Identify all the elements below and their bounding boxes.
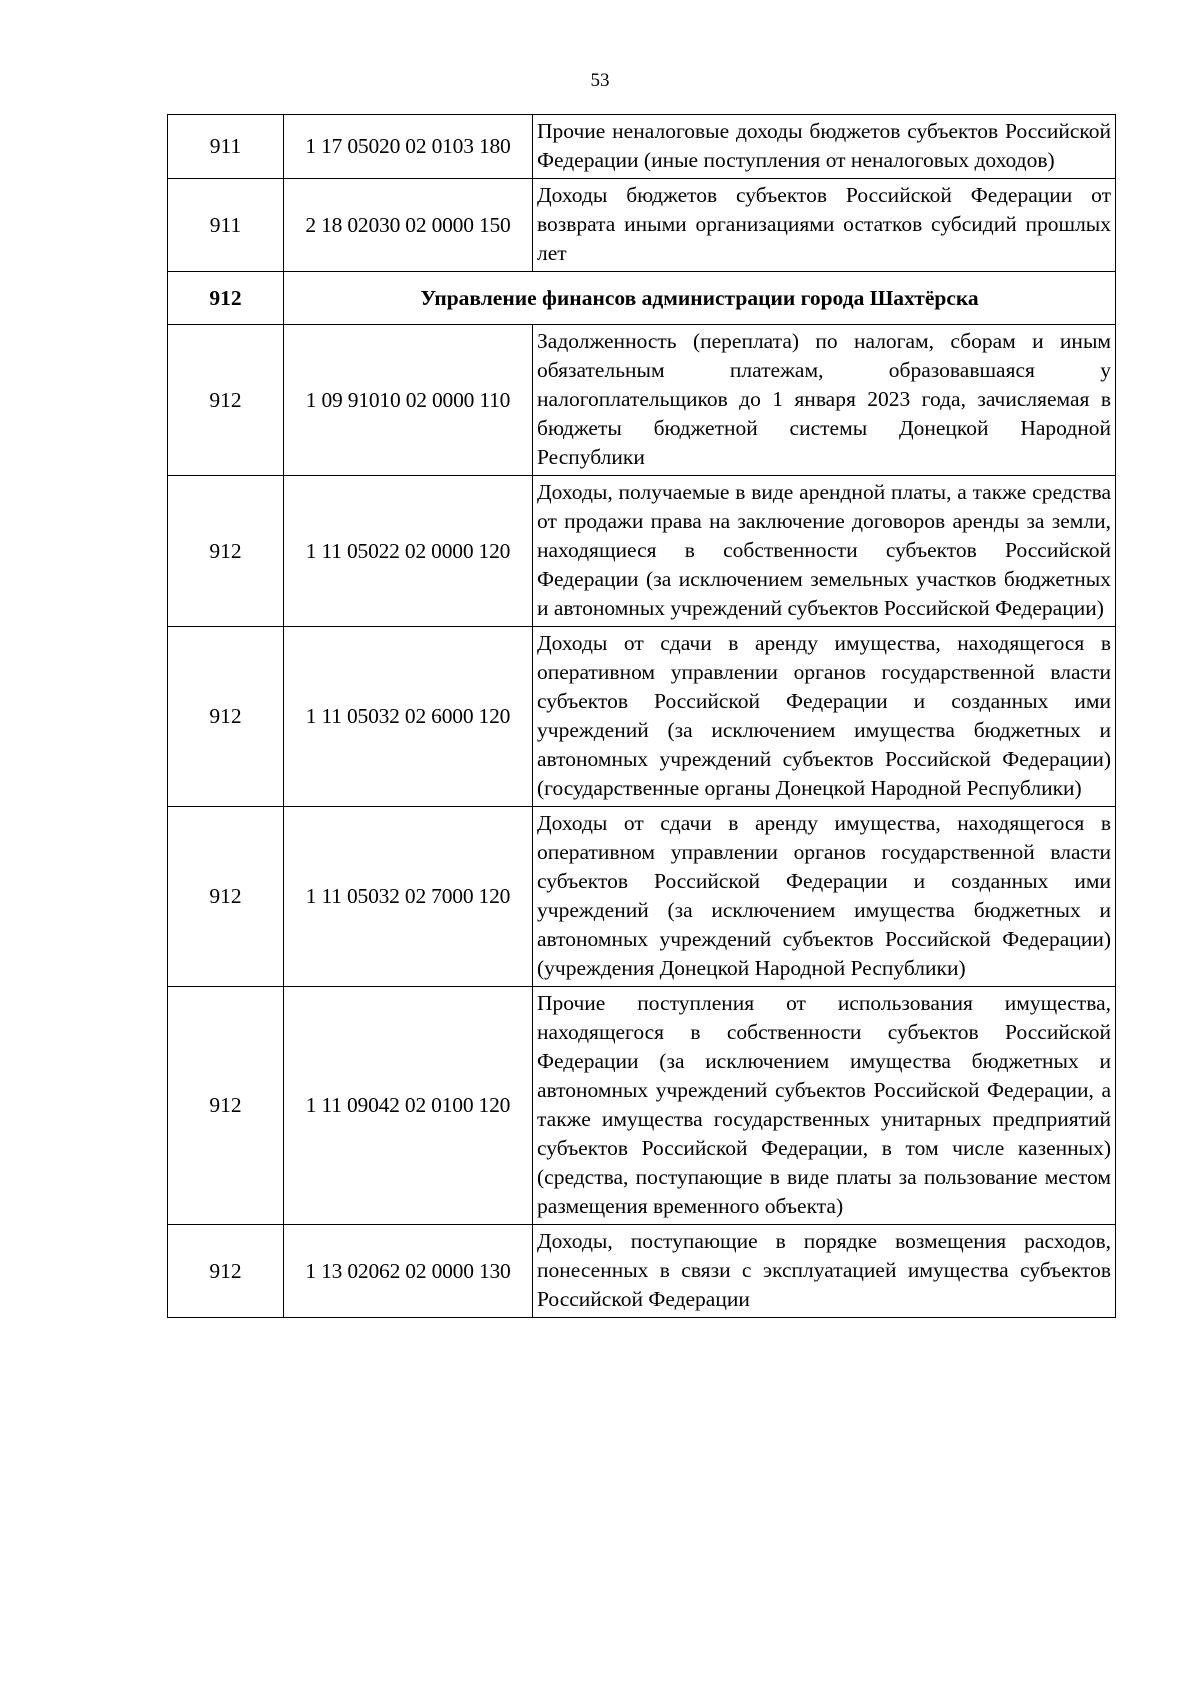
description-cell: Доходы, получаемые в виде арендной платы, а также средства от продажи права на заключение договоров аренды за земли, находящиеся в собственности субъектов Российской Федерации (за исключением земельных участков бюджетных и автономных учреждений субъектов Российской Федерации) <box>533 476 1116 627</box>
description-cell: Доходы от сдачи в аренду имущества, находящегося в оперативном управлении органов государственной власти субъектов Российской Федерации и созданных ими учреждений (за исключением имущества бюджетных и автономных учреждений субъектов Российской Федерации) (государственные органы Донецкой Народной Республики) <box>533 627 1116 807</box>
revenue-code-cell: 1 11 05022 02 0000 120 <box>284 476 533 627</box>
description-cell: Доходы от сдачи в аренду имущества, находящегося в оперативном управлении органов государственной власти субъектов Российской Федерации и созданных ими учреждений (за исключением имущества бюджетных и автономных учреждений субъектов Российской Федерации) (учреждения Донецкой Народной Республики) <box>533 807 1116 987</box>
admin-code-cell: 911 <box>168 115 284 179</box>
description-cell: Доходы бюджетов субъектов Российской Федерации от возврата иными организациями остатков субсидий прошлых лет <box>533 179 1116 272</box>
revenue-code-cell: 1 13 02062 02 0000 130 <box>284 1225 533 1318</box>
administrator-group-row <box>168 272 1116 325</box>
revenue-code-cell: 1 11 05032 02 6000 120 <box>284 627 533 807</box>
admin-code-cell: 912 <box>168 807 284 987</box>
description-cell: Задолженность (переплата) по налогам, сборам и иным обязательным платежам, образовавшаяся у налогоплательщиков до 1 января 2023 года, зачисляемая в бюджеты бюджетной системы Донецкой Народной Республики <box>533 325 1116 476</box>
admin-code-cell: 912 <box>168 1225 284 1318</box>
admin-code-cell: 912 <box>168 325 284 476</box>
revenue-code-cell: 1 11 09042 02 0100 120 <box>284 987 533 1225</box>
table-row <box>168 476 1116 627</box>
table-row <box>168 115 1116 179</box>
table-row <box>168 325 1116 476</box>
table-row <box>168 1225 1116 1318</box>
admin-code-cell: 912 <box>168 987 284 1225</box>
table-row <box>168 987 1116 1225</box>
admin-code-cell: 912 <box>168 476 284 627</box>
description-cell: Доходы, поступающие в порядке возмещения расходов, понесенных в связи с эксплуатацией имущества субъектов Российской Федерации <box>533 1225 1116 1318</box>
page-number: 53 <box>590 70 610 91</box>
revenue-code-cell: 1 09 91010 02 0000 110 <box>284 325 533 476</box>
table-row <box>168 807 1116 987</box>
revenue-code-cell: 1 17 05020 02 0103 180 <box>284 115 533 179</box>
admin-code-cell: 911 <box>168 179 284 272</box>
table-row <box>168 179 1116 272</box>
revenue-code-cell: 1 11 05032 02 7000 120 <box>284 807 533 987</box>
administrator-title-cell: Управление финансов администрации города Шахтёрска <box>284 272 1116 325</box>
description-cell: Прочие неналоговые доходы бюджетов субъектов Российской Федерации (иные поступления от неналоговых доходов) <box>533 115 1116 179</box>
revenue-code-cell: 2 18 02030 02 0000 150 <box>284 179 533 272</box>
admin-code-cell: 912 <box>168 627 284 807</box>
admin-code-cell: 912 <box>168 272 284 325</box>
revenue-codes-table <box>167 114 1116 1318</box>
table-row <box>168 627 1116 807</box>
description-cell: Прочие поступления от использования имущества, находящегося в собственности субъектов Российской Федерации (за исключением имущества бюджетных и автономных учреждений субъектов Российской Федерации, а также имущества государственных унитарных предприятий субъектов Российской Федерации, в том числе казенных) (средства, поступающие в виде платы за пользование местом размещения временного объекта) <box>533 987 1116 1225</box>
